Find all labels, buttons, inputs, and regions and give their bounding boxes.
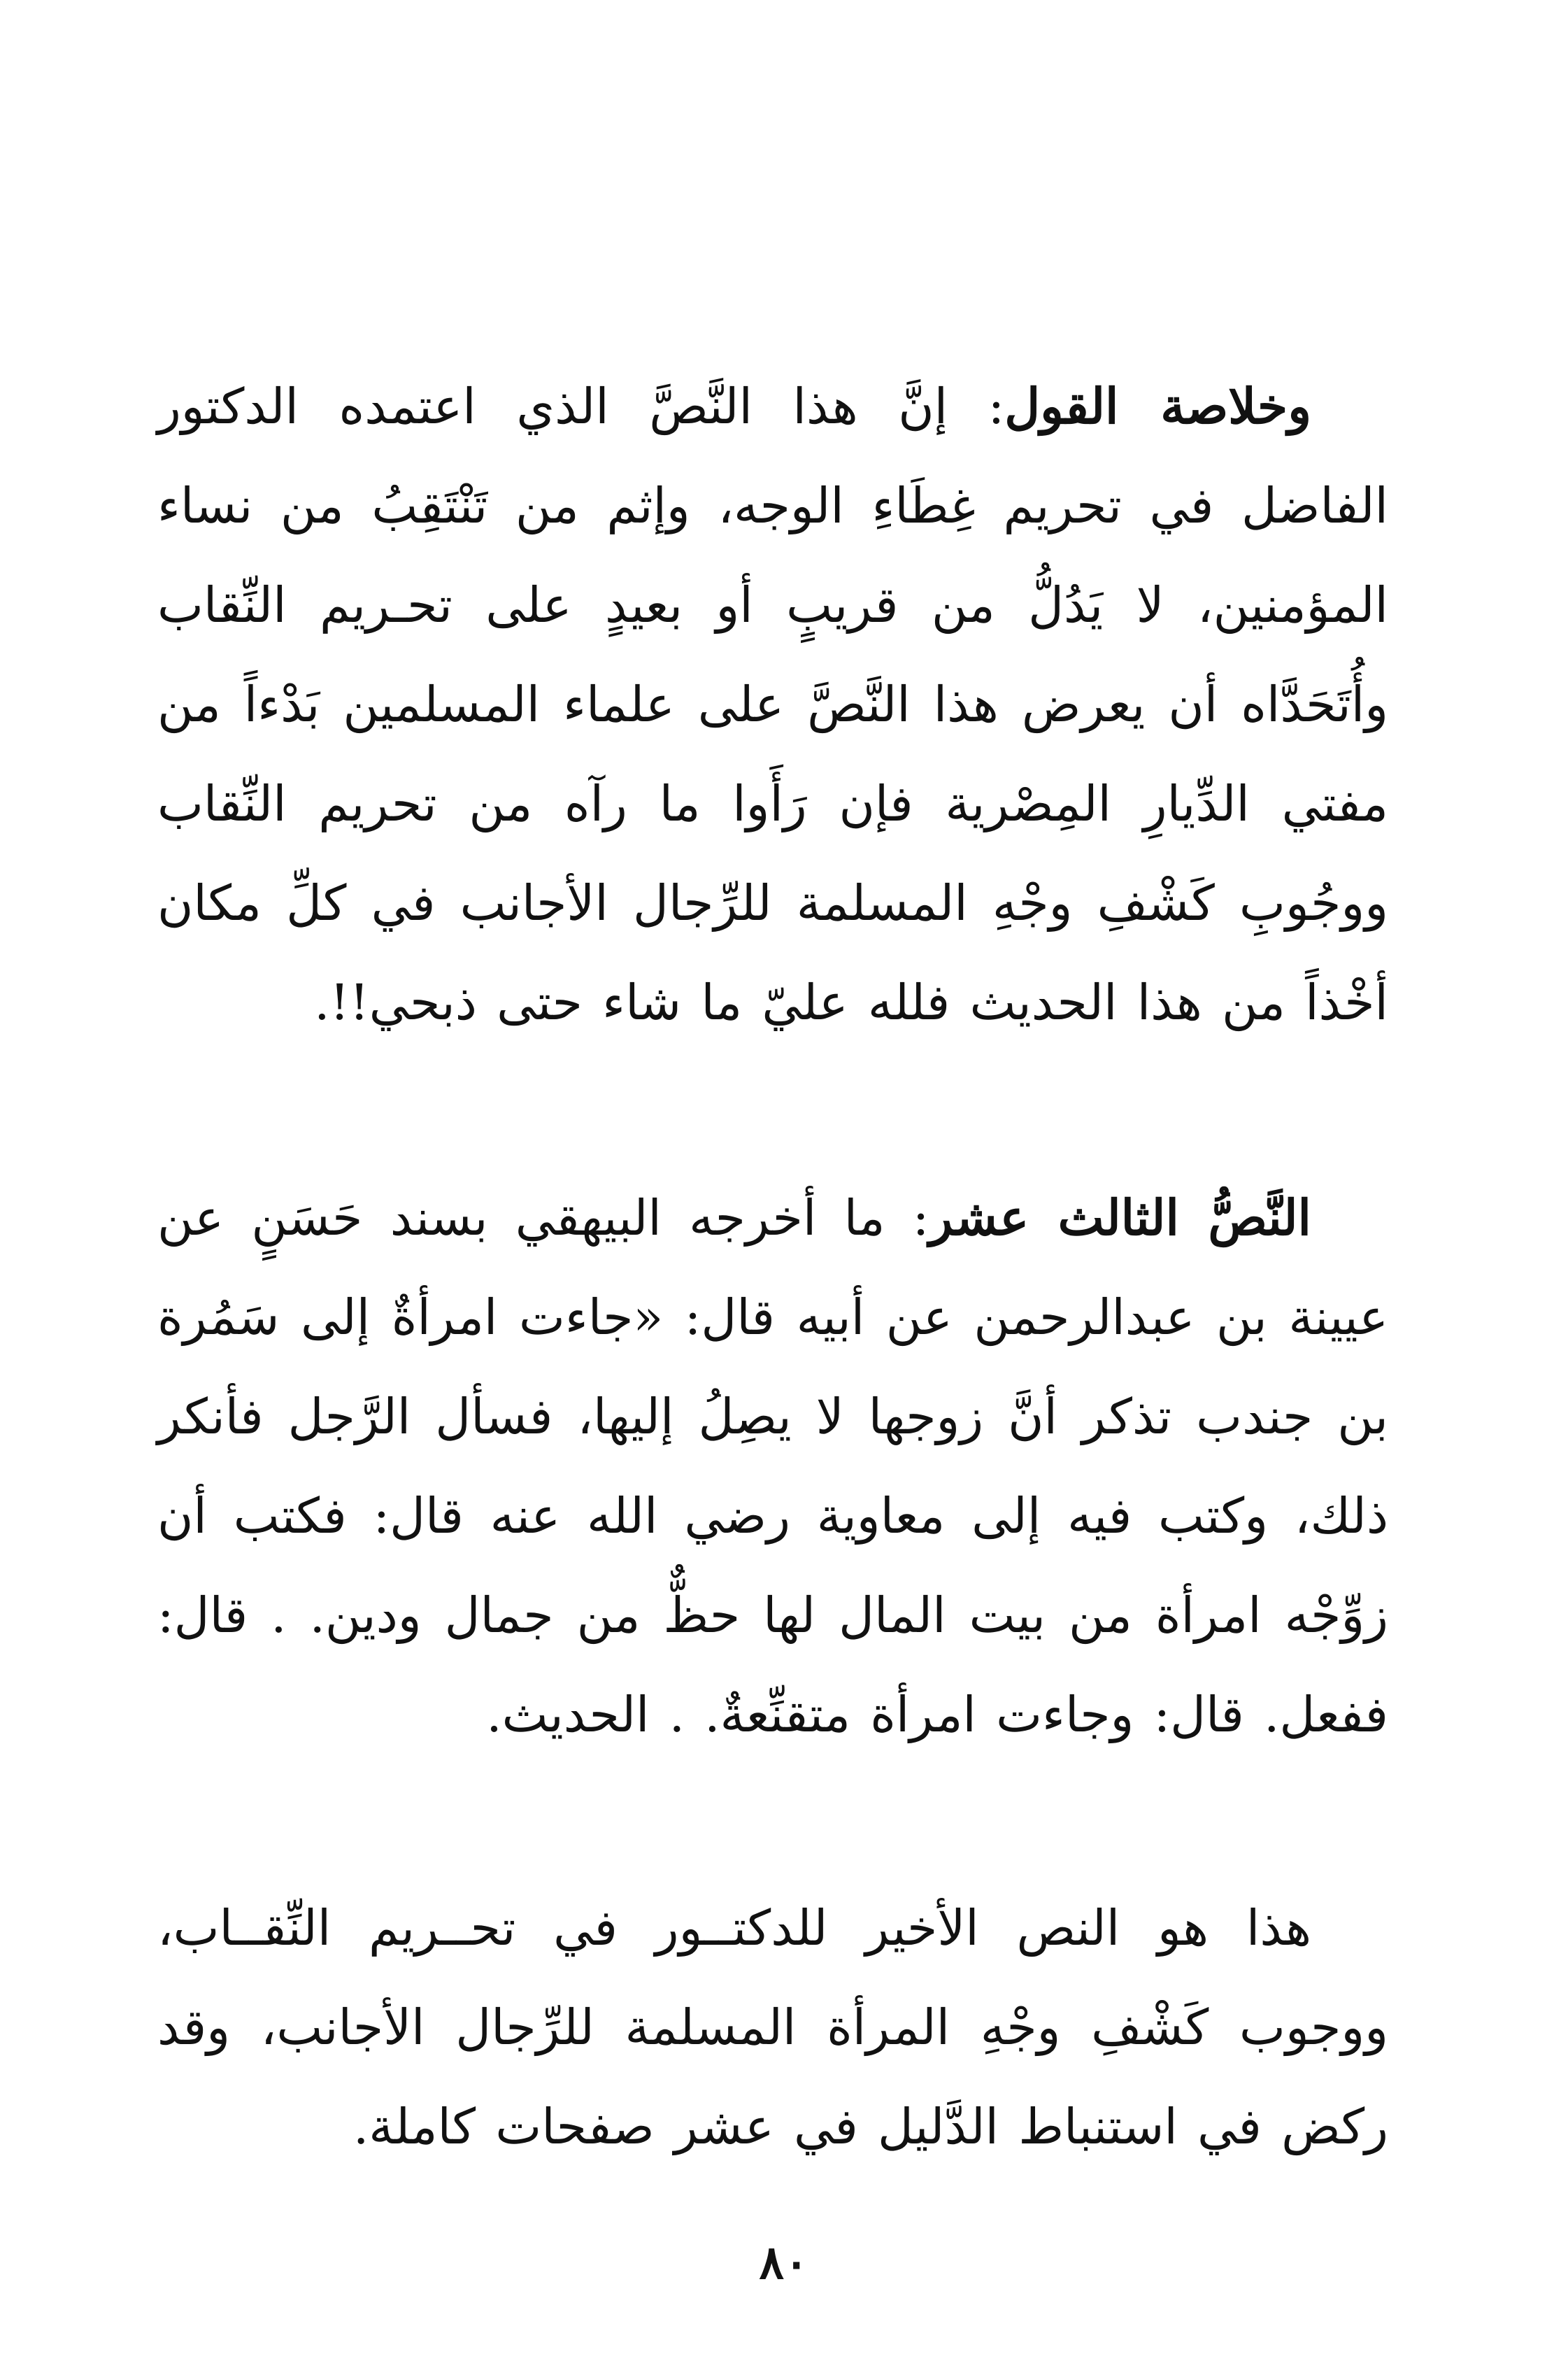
paragraph-lead: وخلاصة القول xyxy=(1004,377,1312,435)
paragraph-lead: النَّصُّ الثالث عشر xyxy=(929,1189,1311,1247)
page-number: ٨٠ xyxy=(759,2235,809,2290)
paragraph-text: هذا هو النص الأخير للدكتــور في تحــريم النِّقــاب، ووجوب كَشْفِ وجْهِ المرأة المسلمة للرِّجال الأجانب، وقد ركض في استنباط الدَّليل في عشر صفحات كاملة. xyxy=(157,1899,1388,2155)
paragraph-final-note xyxy=(157,1878,1388,2176)
paragraph-conclusion xyxy=(157,357,1388,1052)
paragraph-text: : ما أخرجه البيهقي بسند حَسَنٍ عن عيينة بن عبدالرحمن عن أبيه قال: «جاءت امرأةٌ إلى سَمُرة بن جندب تذكر أنَّ زوجها لا يصِلُ إليها، فسأل الرَّجل فأنكر ذلك، وكتب فيه إلى معاوية رضي الله عنه قال: فكتب أن زوِّجْه امرأة من بيت المال لها حظٌّ من جمال ودين. . قال: ففعل. قال: وجاءت امرأة متقنِّعةٌ. . الحديث. xyxy=(157,1189,1388,1743)
paragraph-thirteenth-text xyxy=(157,1168,1388,1764)
paragraph-text: : إنَّ هذا النَّصَّ الذي اعتمده الدكتور الفاضل في تحريم غِطَاءِ الوجه، وإثم من تَنْتَقِبُ من نساء المؤمنين، لا يَدُلُّ من قريبٍ أو بعيدٍ على تحـريم النِّقاب وأُتَحَدَّاه أن يعرض هذا النَّصَّ على علماء المسلمين بَدْءاً من مفتي الدِّيارِ المِصْرية فإن رَأَوا ما رآه من تحريم النِّقاب ووجُوبِ كَشْفِ وجْهِ المسلمة للرِّجال الأجانب في كلِّ مكان أخْذاً من هذا الحديث فلله عليّ ما شاء حتى ذبحي!!. xyxy=(157,378,1388,1031)
